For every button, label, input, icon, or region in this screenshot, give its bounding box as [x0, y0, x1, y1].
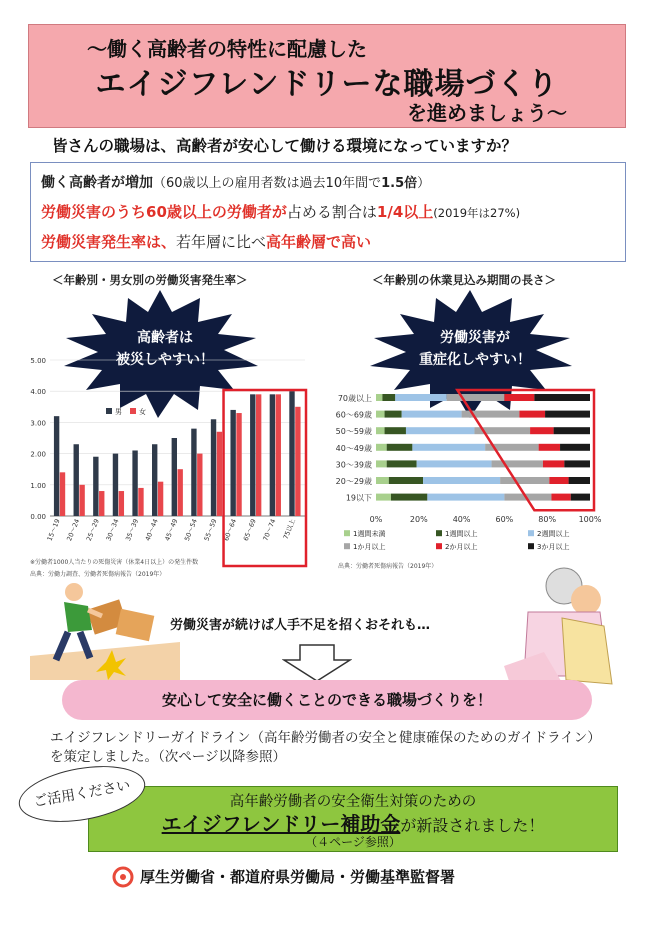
left-ytick-label: 1.00 — [30, 481, 46, 490]
left-burst-line1: 高齢者は — [137, 330, 193, 346]
right-bar-segment — [376, 411, 385, 418]
left-bar-male — [230, 410, 235, 516]
right-legend-swatch — [436, 543, 442, 549]
left-bar-female — [295, 407, 300, 516]
left-xtick-label: 55～59 — [202, 517, 219, 543]
right-legend-label: 1週間未満 — [353, 530, 386, 539]
right-bar-segment — [427, 494, 504, 501]
left-legend-swatch — [106, 408, 112, 414]
shortage-warning: 労働災害が続けば人手不足を招くおそれも… — [170, 618, 431, 633]
fact-2 — [41, 201, 520, 222]
right-ytick-label: 70歳以上 — [337, 394, 372, 403]
worker-falling-illustration — [30, 576, 180, 680]
banner-line3: を進めましょう～ — [407, 101, 567, 125]
fact-2-red: 労働災害のうち60歳以上の労働者が — [41, 203, 287, 221]
left-bar-female — [256, 394, 261, 516]
left-bar-male — [93, 457, 98, 516]
right-legend-label: 3か月以上 — [537, 543, 570, 552]
left-xtick-label: 60～64 — [222, 517, 239, 543]
right-bar-segment — [391, 494, 427, 501]
fact-2-value: 1/4以上 — [376, 203, 434, 221]
fact-1-paren: （60歳以上の雇用者数は過去10年間で — [153, 176, 382, 191]
left-xtick-label: 65～69 — [241, 517, 258, 543]
right-bar-segment — [376, 477, 389, 484]
left-bar-female — [236, 413, 241, 516]
right-xtick-label: 80% — [538, 515, 557, 525]
right-legend-swatch — [344, 530, 350, 536]
right-legend-swatch — [436, 530, 442, 536]
right-legend-label: 1週間以上 — [445, 530, 478, 539]
right-bar-segment — [389, 477, 423, 484]
subsidy-page-ref: （４ページ参照） — [305, 835, 401, 849]
fact-3-mid: 若年層に比べ — [176, 233, 267, 251]
fact-3 — [41, 231, 371, 252]
left-ytick-label: 5.00 — [30, 357, 46, 365]
right-xtick-label: 60% — [495, 515, 514, 525]
right-plot — [336, 390, 602, 551]
left-bar-female — [119, 491, 124, 516]
fact-2-mid: 占める割合は — [286, 203, 377, 221]
right-xtick-label: 40% — [452, 515, 471, 525]
right-burst-line1: 労働災害が — [440, 330, 510, 346]
fact-3-red2: 高年齢層で高い — [266, 233, 372, 251]
right-chart — [330, 290, 630, 574]
right-bar-segment — [406, 427, 474, 434]
right-bar-segment — [376, 394, 382, 401]
left-xtick-label: 15～19 — [45, 517, 62, 543]
right-bar-segment — [534, 394, 590, 401]
fact-1-value: 1.5倍 — [381, 176, 418, 191]
left-xtick-label: 75以上 — [281, 517, 298, 541]
caregiver-illustration — [504, 556, 624, 696]
right-legend-swatch — [344, 543, 350, 549]
right-legend-label: 1か月以上 — [353, 543, 386, 552]
left-xtick-label: 40～44 — [143, 517, 160, 543]
right-ytick-label: 50～59歳 — [335, 427, 372, 437]
left-xtick-label: 70～74 — [261, 517, 278, 543]
right-chart-title: ＜年齢別の休業見込み期間の長さ＞ — [372, 273, 556, 287]
right-bar-segment — [387, 444, 413, 451]
title-banner — [28, 24, 626, 128]
right-ytick-label: 20～29歳 — [335, 477, 372, 486]
right-xtick-label: 20% — [409, 515, 428, 525]
left-xtick-label: 35～39 — [124, 517, 141, 543]
right-legend-swatch — [528, 530, 534, 536]
right-bar-segment — [560, 444, 590, 451]
right-legend-swatch — [528, 543, 534, 549]
left-bar-female — [99, 491, 104, 516]
right-bar-segment — [376, 444, 387, 451]
fact-1-close: ） — [417, 176, 431, 191]
fact-1-bold: 働く高齢者が増加 — [41, 175, 153, 191]
left-bar-male — [54, 416, 59, 516]
left-ytick-label: 4.00 — [30, 388, 46, 397]
right-bar-segment — [551, 494, 570, 501]
please-use-bubble: ご活用ください — [14, 757, 149, 830]
right-ytick-label: 30～39歳 — [335, 460, 372, 470]
left-ytick-label: 2.00 — [30, 450, 46, 459]
left-bar-male — [74, 444, 79, 516]
right-bar-segment — [554, 427, 590, 434]
left-xtick-label: 45～49 — [163, 517, 180, 543]
left-bar-male — [191, 429, 196, 516]
left-burst-line2: 被災しやすい！ — [116, 352, 214, 368]
right-bar-segment — [519, 411, 545, 418]
left-bar-female — [79, 485, 84, 516]
banner-title: エイジフレンドリーな職場づくり — [95, 67, 559, 102]
left-bar-female — [197, 454, 202, 516]
right-bar-segment — [447, 394, 505, 401]
left-bar-male — [113, 454, 118, 516]
subsidy-line1: 高年齢労働者の安全衛生対策のための — [229, 794, 477, 810]
left-xtick-label: 25～29 — [84, 517, 101, 543]
facts-box — [30, 162, 626, 262]
right-bar-segment — [423, 477, 500, 484]
right-bar-segment — [395, 394, 446, 401]
left-bar-female — [60, 472, 65, 516]
right-bar-segment — [402, 411, 462, 418]
right-bar-segment — [376, 494, 391, 501]
left-bar-female — [138, 488, 143, 516]
right-bar-segment — [543, 460, 564, 467]
right-ytick-label: 60～69歳 — [335, 410, 372, 420]
right-bar-segment — [376, 427, 385, 434]
fact-1 — [41, 172, 430, 192]
right-bar-segment — [385, 427, 406, 434]
right-source: 出典：労働者死傷病報告（2019年） — [338, 563, 438, 570]
left-xtick-label: 20～24 — [65, 517, 82, 543]
left-legend-swatch — [130, 408, 136, 414]
left-chart — [20, 290, 320, 590]
right-bar-segment — [385, 411, 402, 418]
right-bar-segment — [571, 494, 590, 501]
right-bar-segment — [504, 394, 534, 401]
right-bar-segment — [539, 444, 560, 451]
left-bar-male — [289, 391, 294, 516]
left-bar-male — [211, 419, 216, 516]
ministry-logo-icon — [112, 866, 134, 888]
right-bar-segment — [530, 427, 554, 434]
right-bar-segment — [564, 460, 590, 467]
left-bar-female — [178, 469, 183, 516]
right-ytick-label: 40～49歳 — [335, 443, 372, 453]
subsidy-rest: が新設されました！ — [400, 816, 545, 835]
left-source: 出典：労働力調査、労働者死傷病報告（2019年） — [30, 571, 166, 578]
subsidy-name: エイジフレンドリー補助金 — [161, 812, 401, 836]
right-xtick-label: 0% — [369, 515, 383, 525]
guideline-text: エイジフレンドリーガイドライン（高年齢労働者の安全と健康確保のためのガイドライン）を策定しました。（次ページ以降参照） — [50, 730, 601, 765]
left-bar-female — [158, 482, 163, 516]
left-legend-label: 男 — [115, 408, 122, 416]
right-legend-label: 2週間以上 — [537, 530, 570, 539]
right-burst-line2: 重症化しやすい！ — [419, 352, 531, 368]
banner-line1: ～働く高齢者の特性に配慮した — [87, 37, 367, 61]
left-ytick-label: 0.00 — [30, 513, 46, 521]
safe-workplace-banner: 安心して安全に働くことのできる職場づくりを！ — [62, 680, 592, 720]
fact-2-note: (2019年は27%) — [433, 206, 521, 220]
left-xtick-label: 30～34 — [104, 517, 121, 543]
down-arrow-icon — [282, 644, 352, 682]
right-bar-segment — [549, 477, 568, 484]
left-bar-female — [217, 432, 222, 516]
left-chart-title: ＜年齢別・男女別の労働災害発生率＞ — [52, 273, 248, 287]
right-bar-segment — [412, 444, 485, 451]
right-bar-segment — [500, 477, 549, 484]
right-bar-segment — [569, 477, 590, 484]
ministry-footer: 厚生労働省・都道府県労働局・労働基準監督署 — [140, 868, 456, 886]
right-bar-segment — [387, 460, 417, 467]
right-bar-segment — [545, 411, 590, 418]
right-bar-segment — [417, 460, 492, 467]
right-ytick-label: 19以下 — [345, 493, 372, 503]
subsidy-box — [88, 786, 618, 852]
right-bar-segment — [492, 460, 543, 467]
right-xtick-label: 100% — [578, 515, 602, 525]
left-ytick-label: 3.00 — [30, 419, 46, 428]
left-note: ※労働者1000人当たりの死傷災害（休業4日以上）の発生件数 — [30, 559, 199, 566]
left-bar-male — [152, 444, 157, 516]
right-legend-label: 2か月以上 — [445, 543, 478, 552]
left-bar-male — [250, 394, 255, 516]
left-bar-male — [270, 394, 275, 516]
left-bar-male — [132, 450, 137, 516]
question-heading: 皆さんの職場は、高齢者が安心して働ける環境になっていますか？ — [52, 137, 518, 155]
left-xtick-label: 50～54 — [182, 517, 199, 543]
left-legend-label: 女 — [139, 408, 146, 416]
left-bar-male — [172, 438, 177, 516]
right-bar-segment — [376, 460, 387, 467]
fact-3-red: 労働災害発生率は、 — [41, 233, 177, 251]
right-bar-segment — [382, 394, 395, 401]
left-bar-female — [276, 394, 281, 516]
